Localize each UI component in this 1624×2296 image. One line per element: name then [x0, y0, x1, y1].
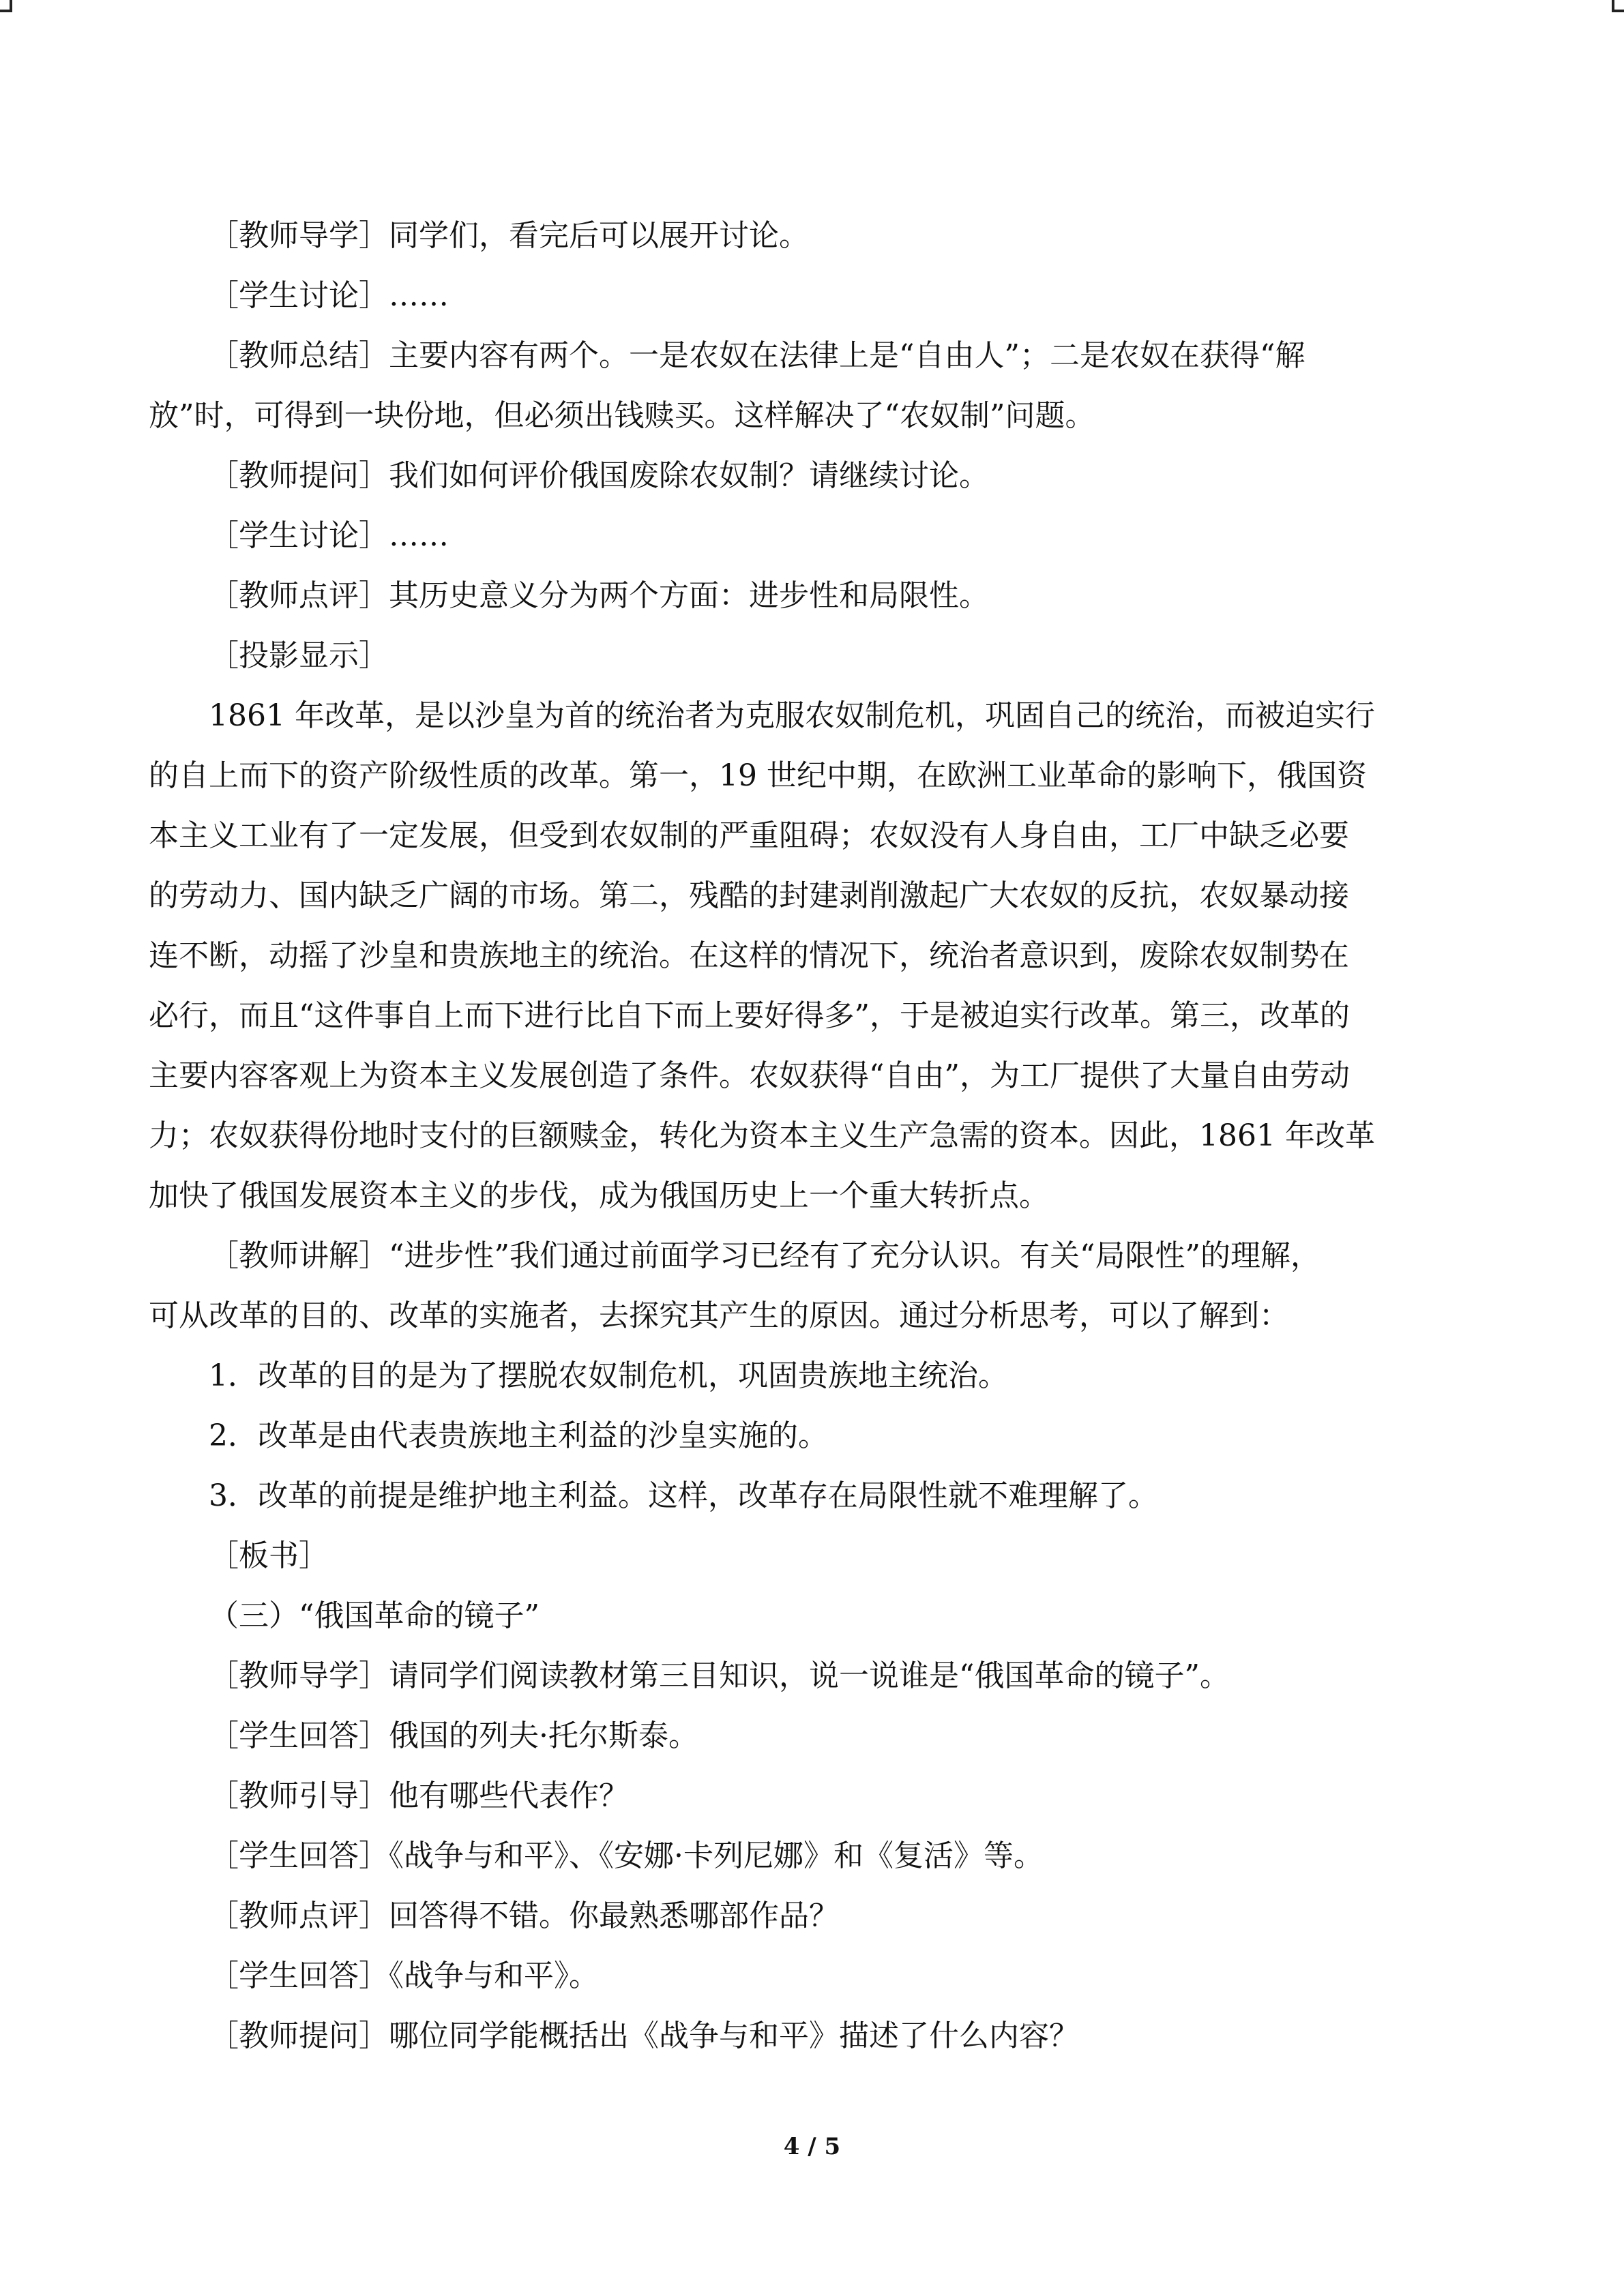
text-line: 主要内容客观上为资本主义发展创造了条件。农奴获得“自由”，为工厂提供了大量自由劳动 — [149, 1058, 1350, 1093]
text-line: 放”时，可得到一块份地，但必须出钱赎买。这样解决了“农奴制”问题。 — [149, 398, 1095, 433]
text-line: 本主义工业有了一定发展，但受到农奴制的严重阻碍；农奴没有人身自由，工厂中缺乏必要 — [149, 818, 1349, 853]
text-line: 的自上而下的资产阶级性质的改革。第一，19 世纪中期，在欧洲工业革命的影响下，俄国资 — [149, 758, 1367, 793]
crop-mark-top-left — [0, 0, 12, 12]
section-heading: （三）“俄国革命的镜子” — [209, 1598, 540, 1633]
text-line: ［教师导学］同学们，看完后可以展开讨论。 — [209, 218, 809, 253]
text-line: ［教师总结］主要内容有两个。一是农奴在法律上是“自由人”；二是农奴在获得“解 — [209, 338, 1305, 373]
text-line: 加快了俄国发展资本主义的步伐，成为俄国历史上一个重大转折点。 — [149, 1178, 1049, 1213]
text-line: ［教师点评］其历史意义分为两个方面：进步性和局限性。 — [209, 578, 989, 613]
text-line: ［教师提问］哪位同学能概括出《战争与和平》描述了什么内容？ — [209, 2018, 1079, 2053]
list-item: 1．改革的目的是为了摆脱农奴制危机，巩固贵族地主统治。 — [209, 1358, 1008, 1393]
text-line: 1861 年改革，是以沙皇为首的统治者为克服农奴制危机，巩固自己的统治，而被迫实行 — [209, 698, 1375, 733]
text-line: 的劳动力、国内缺乏广阔的市场。第二，残酷的封建剥削激起广大农奴的反抗，农奴暴动接 — [149, 878, 1349, 913]
text-line: ［教师引导］他有哪些代表作？ — [209, 1778, 629, 1813]
text-line: ［学生回答］《战争与和平》。 — [209, 1958, 599, 1993]
text-line: ［教师提问］我们如何评价俄国废除农奴制？请继续讨论。 — [209, 458, 989, 493]
text-line: ［教师导学］请同学们阅读教材第三目知识，说一说谁是“俄国革命的镜子”。 — [209, 1658, 1230, 1693]
text-line: 力；农奴获得份地时支付的巨额赎金，转化为资本主义生产急需的资本。因此，1861 年改革 — [149, 1118, 1375, 1153]
text-line: 必行，而且“这件事自上而下进行比自下而上要好得多”，于是被迫实行改革。第三，改革的 — [149, 998, 1350, 1033]
list-item: 2．改革是由代表贵族地主利益的沙皇实施的。 — [209, 1418, 828, 1453]
crop-mark-top-right — [1612, 0, 1624, 12]
text-line: ［板书］ — [209, 1538, 329, 1573]
page-number: 4 / 5 — [783, 2133, 841, 2160]
text-line: ［教师点评］回答得不错。你最熟悉哪部作品？ — [209, 1898, 839, 1933]
text-line: 连不断，动摇了沙皇和贵族地主的统治。在这样的情况下，统治者意识到，废除农奴制势在 — [149, 938, 1349, 973]
text-line: ［学生讨论］…… — [209, 278, 449, 313]
text-line: 可从改革的目的、改革的实施者，去探究其产生的原因。通过分析思考，可以了解到： — [149, 1298, 1289, 1333]
list-item: 3．改革的前提是维护地主利益。这样，改革存在局限性就不难理解了。 — [209, 1478, 1158, 1513]
text-line: ［投影显示］ — [209, 638, 389, 673]
text-line: ［教师讲解］“进步性”我们通过前面学习已经有了充分认识。有关“局限性”的理解， — [209, 1238, 1320, 1273]
text-line: ［学生讨论］…… — [209, 518, 449, 553]
text-line: ［学生回答］《战争与和平》、《安娜·卡列尼娜》和《复活》等。 — [209, 1838, 1044, 1873]
text-line: ［学生回答］俄国的列夫·托尔斯泰。 — [209, 1718, 698, 1753]
page-body — [149, 206, 1479, 2066]
